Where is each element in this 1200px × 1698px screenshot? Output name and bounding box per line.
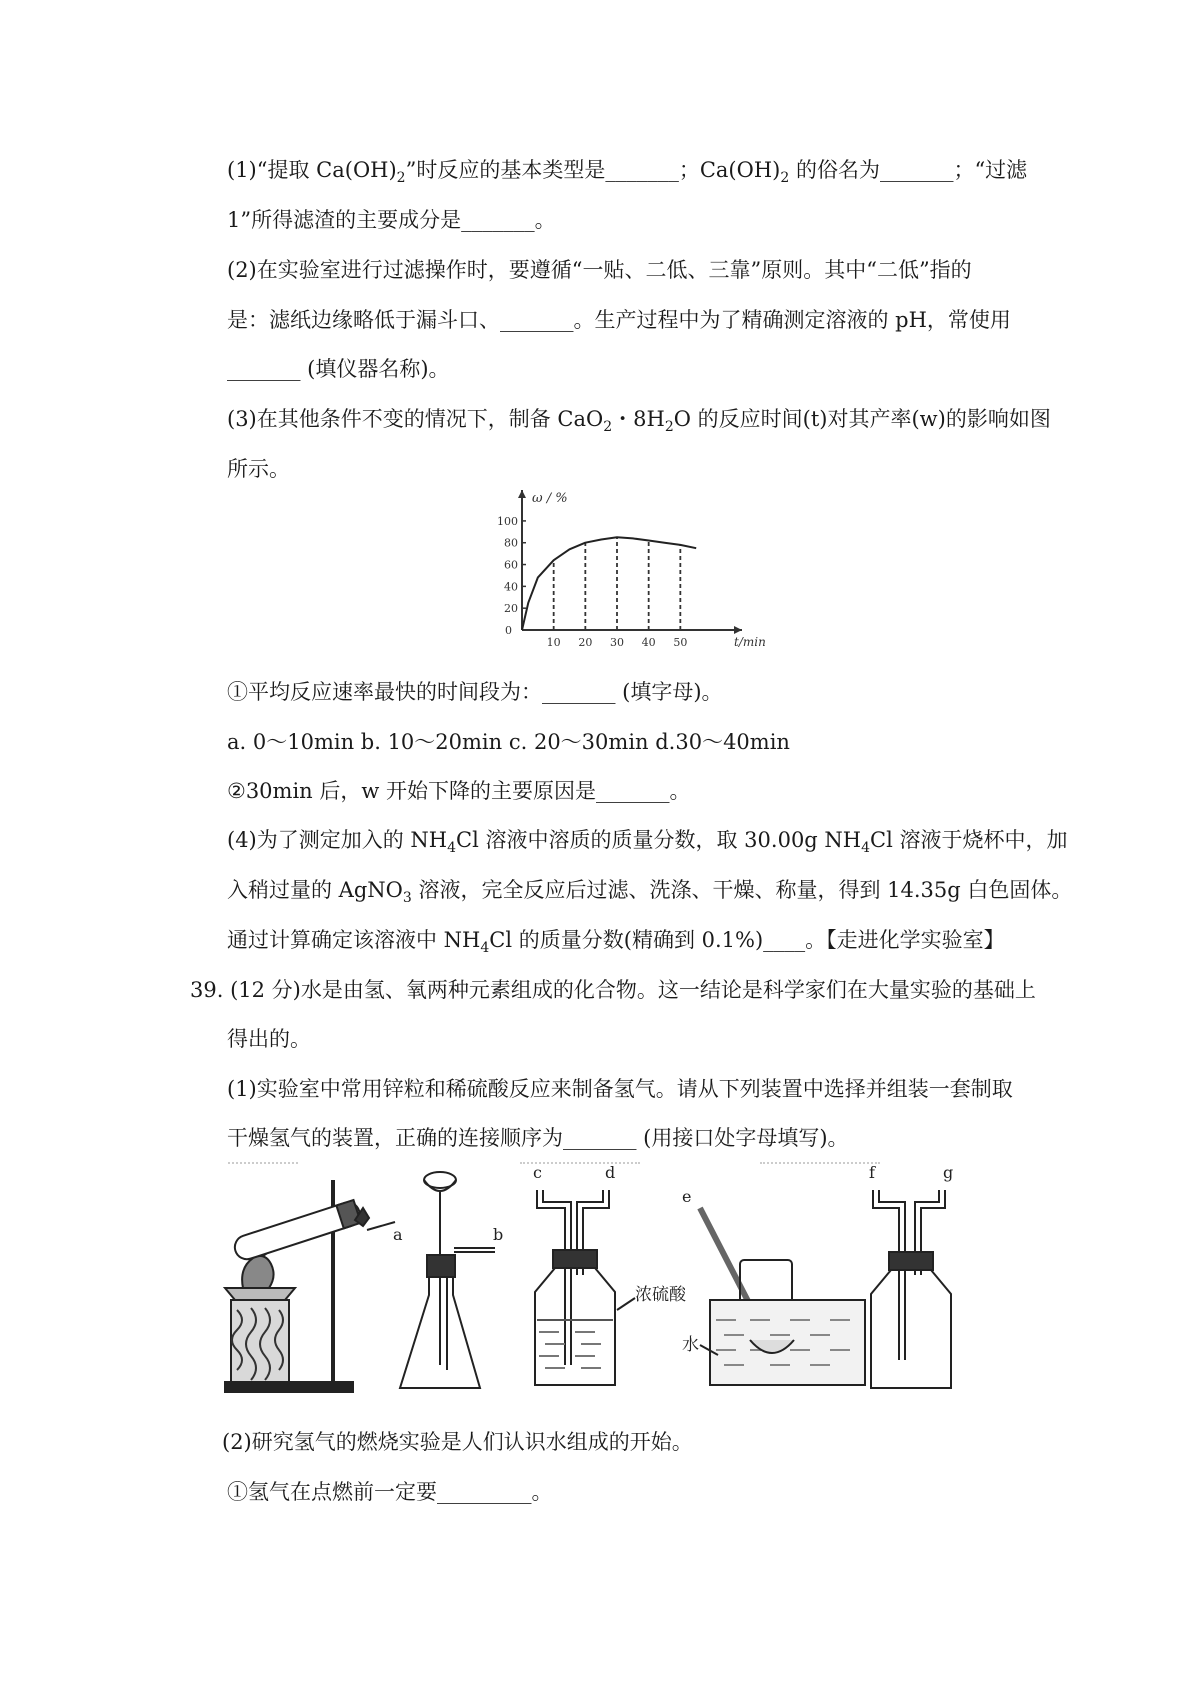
- q39-2: (2)研究氢气的燃烧实验是人们认识水组成的开始。: [222, 1430, 693, 1454]
- y-tick-label: 80: [504, 536, 518, 550]
- x-axis-arrow: [734, 626, 742, 634]
- q39-line2: 得出的。: [227, 1027, 311, 1051]
- yield-vs-time-chart: [490, 482, 766, 657]
- port-label-b: b: [493, 1225, 504, 1244]
- origin-label: 0: [505, 624, 512, 637]
- heating-apparatus: [225, 1180, 403, 1392]
- port-label-a: a: [393, 1225, 403, 1244]
- y-axis-label: ω / %: [532, 491, 568, 506]
- q39-2-sub1: ①氢气在点燃前一定要_________。: [227, 1480, 553, 1504]
- q2-line2: 是：滤纸边缘略低于漏斗口、_______。生产过程中为了精确测定溶液的 pH，常使用: [227, 308, 1011, 332]
- y-tick-label: 20: [504, 602, 518, 616]
- q39-1-line2: 干燥氢气的装置，正确的连接顺序为_______ (用接口处字母填写)。: [227, 1126, 849, 1150]
- q2-line1: (2)在实验室进行过滤操作时，要遵循“一贴、二低、三靠”原则。其中“二低”指的: [227, 258, 972, 282]
- port-label-c: c: [533, 1163, 542, 1182]
- x-axis-label: t/min: [734, 635, 766, 649]
- water-label: 水: [682, 1335, 699, 1355]
- empty-bottle: [869, 1163, 953, 1388]
- flask-apparatus: [400, 1172, 503, 1388]
- x-tick-label: 40: [641, 636, 656, 649]
- x-tick-label: 10: [546, 636, 561, 649]
- port-label-d: d: [605, 1163, 616, 1182]
- q3-options: a. 0～10min b. 10～20min c. 20～30min d.30～40min: [227, 730, 790, 754]
- lab-apparatus-figure: [225, 1160, 1040, 1405]
- water-trough: [682, 1187, 865, 1385]
- q1-line2: 1”所得滤渣的主要成分是_______。: [227, 208, 556, 232]
- q1-line1: (1)“提取 $Ca(OH)_2$”时反应的基本类型是_______；$Ca(OH)_2$ 的俗名为_______；“过滤: [227, 158, 1028, 187]
- q39-1-line1: (1)实验室中常用锌粒和稀硫酸反应来制备氢气。请从下列装置中选择并组装一套制取: [227, 1077, 1013, 1101]
- q2-line3: _______ (填仪器名称)。: [227, 357, 450, 381]
- q3-line1: (3)在其他条件不变的情况下，制备 CaO$_2$・$8H_2O$ 的反应时间(t)对其产率(w)的影响如图: [227, 407, 1051, 436]
- q3-line2: 所示。: [227, 457, 290, 481]
- x-tick-label: 20: [578, 636, 593, 649]
- q4-line1: (4)为了测定加入的 $NH_4Cl$ 溶液中溶质的质量分数，取 30.00g $NH_4Cl$ 溶液于烧杯中，加: [227, 828, 1068, 857]
- yield-curve: [522, 537, 696, 630]
- y-tick-label: 100: [497, 514, 518, 528]
- q4-line2: 入稍过量的 AgNO$_3$ 溶液，完全反应后过滤、洗涤、干燥、称量，得到 14.35g 白色固体。: [227, 878, 1073, 907]
- port-label-f: f: [869, 1163, 875, 1182]
- port-label-g: g: [943, 1163, 954, 1182]
- y-axis-arrow: [518, 490, 526, 498]
- x-tick-label: 50: [673, 636, 688, 649]
- y-tick-label: 40: [504, 580, 518, 594]
- x-tick-label: 30: [610, 636, 624, 649]
- y-tick-label: 60: [504, 558, 518, 572]
- reagent-label: 浓硫酸: [635, 1285, 686, 1305]
- q39-line1: 39. (12 分)水是由氢、氧两种元素组成的化合物。这一结论是科学家们在大量实验的基础上: [190, 978, 1036, 1002]
- q4-line3: 通过计算确定该溶液中 $NH_4Cl$ 的质量分数(精确到 0.1%)____。【走进化学实验室】: [227, 928, 1005, 957]
- washing-bottle: [533, 1163, 687, 1385]
- port-label-e: e: [682, 1187, 692, 1206]
- q3-sub2: ②30min 后，w 开始下降的主要原因是_______。: [227, 779, 691, 803]
- q3-sub1: ①平均反应速率最快的时间段为：_______ (填字母)。: [227, 680, 723, 704]
